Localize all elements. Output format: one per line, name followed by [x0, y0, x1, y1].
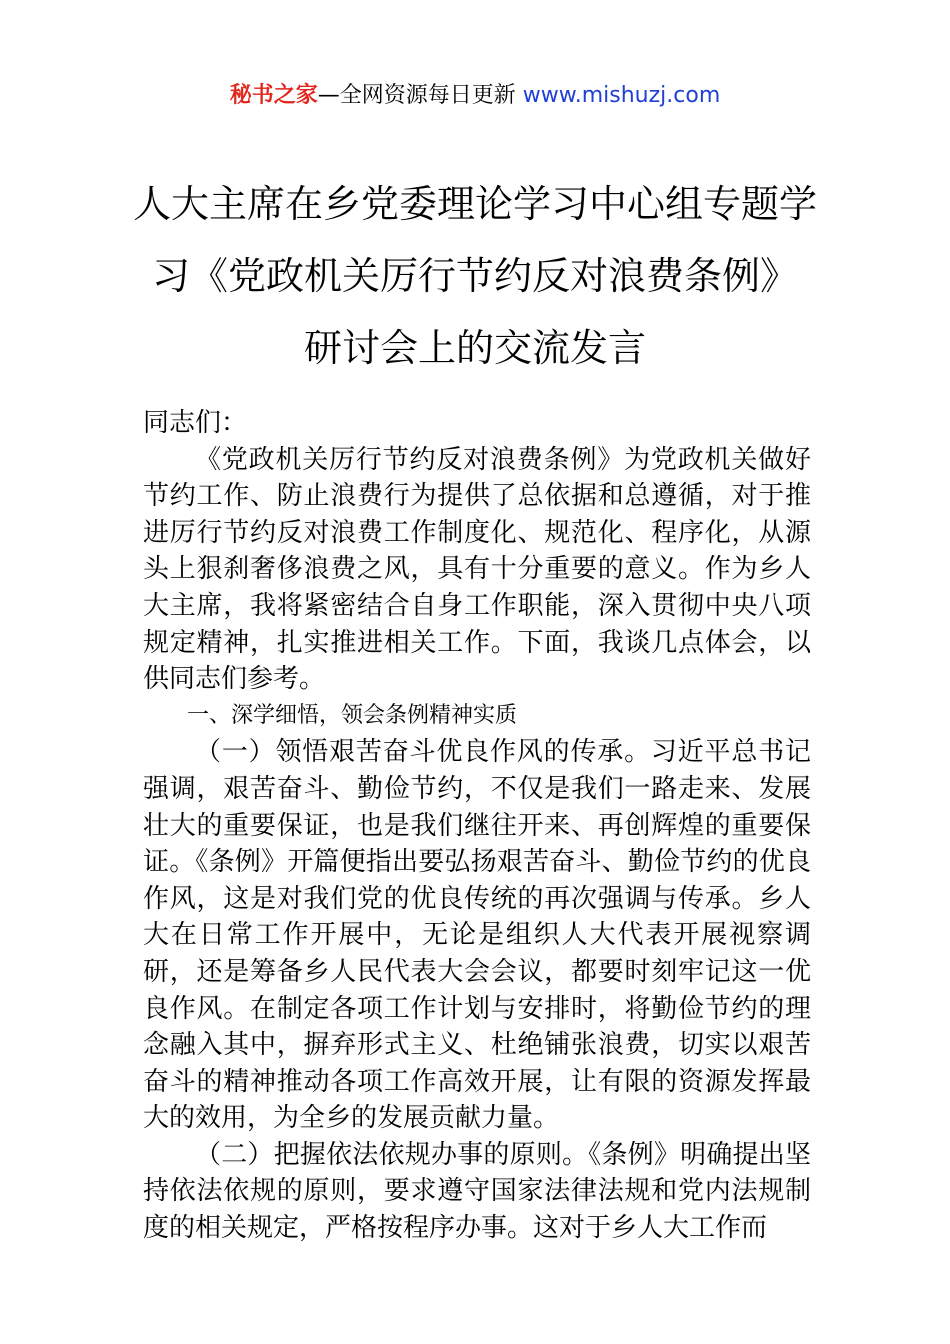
paragraph-subsection-2: （二）把握依法依规办事的原则。《条例》明确提出坚持依法依规的原则，要求遵守国家法律法规和党内法规制度的相关规定，严格按程序办事。这对于乡人大工作而	[143, 1139, 811, 1244]
header-tagline: —全网资源每日更新	[317, 83, 523, 108]
document-body	[143, 405, 811, 1247]
document-title	[120, 168, 830, 384]
section-heading-1: 一、深学细悟，领会条例精神实质	[187, 702, 518, 728]
paragraph-intro: 《党政机关厉行节约反对浪费条例》为党政机关做好节约工作、防止浪费行为提供了总依据和总遵循，对于推进厉行节约反对浪费工作制度化、规范化、程序化，从源头上狠刹奢侈浪费之风，具有十分重要的意义。作为乡人大主席，我将紧密结合自身工作职能，深入贯彻中央八项规定精神，扎实推进相关工作。下面，我谈几点体会，以供同志们参考。	[143, 444, 811, 695]
salutation: 同志们：	[143, 408, 248, 438]
title-line-3: 研讨会上的交流发言	[303, 326, 646, 370]
title-line-1: 人大主席在乡党委理论学习中心组专题学	[132, 182, 817, 226]
paragraph-subsection-1: （一）领悟艰苦奋斗优良作风的传承。习近平总书记强调，艰苦奋斗、勤俭节约，不仅是我们一路走来、发展壮大的重要保证，也是我们继往开来、再创辉煌的重要保证。《条例》开篇便指出要弘扬艰苦奋斗、勤俭节约的优良作风，这是对我们党的优良传统的再次强调与传承。乡人大在日常工作开展中，无论是组织人大代表开展视察调研，还是筹备乡人民代表大会会议，都要时刻牢记这一优良作风。在制定各项工作计划与安排时，将勤俭节约的理念融入其中，摒弃形式主义、杜绝铺张浪费，切实以艰苦奋斗的精神推动各项工作高效开展，让有限的资源发挥最大的效用，为全乡的发展贡献力量。	[143, 737, 811, 1134]
site-url-link[interactable]: www.mishuzj.com	[522, 83, 721, 108]
title-line-2: 习《党政机关厉行节约反对浪费条例》	[151, 254, 798, 298]
site-header-banner	[0, 80, 950, 112]
brand-name: 秘书之家	[229, 83, 318, 108]
